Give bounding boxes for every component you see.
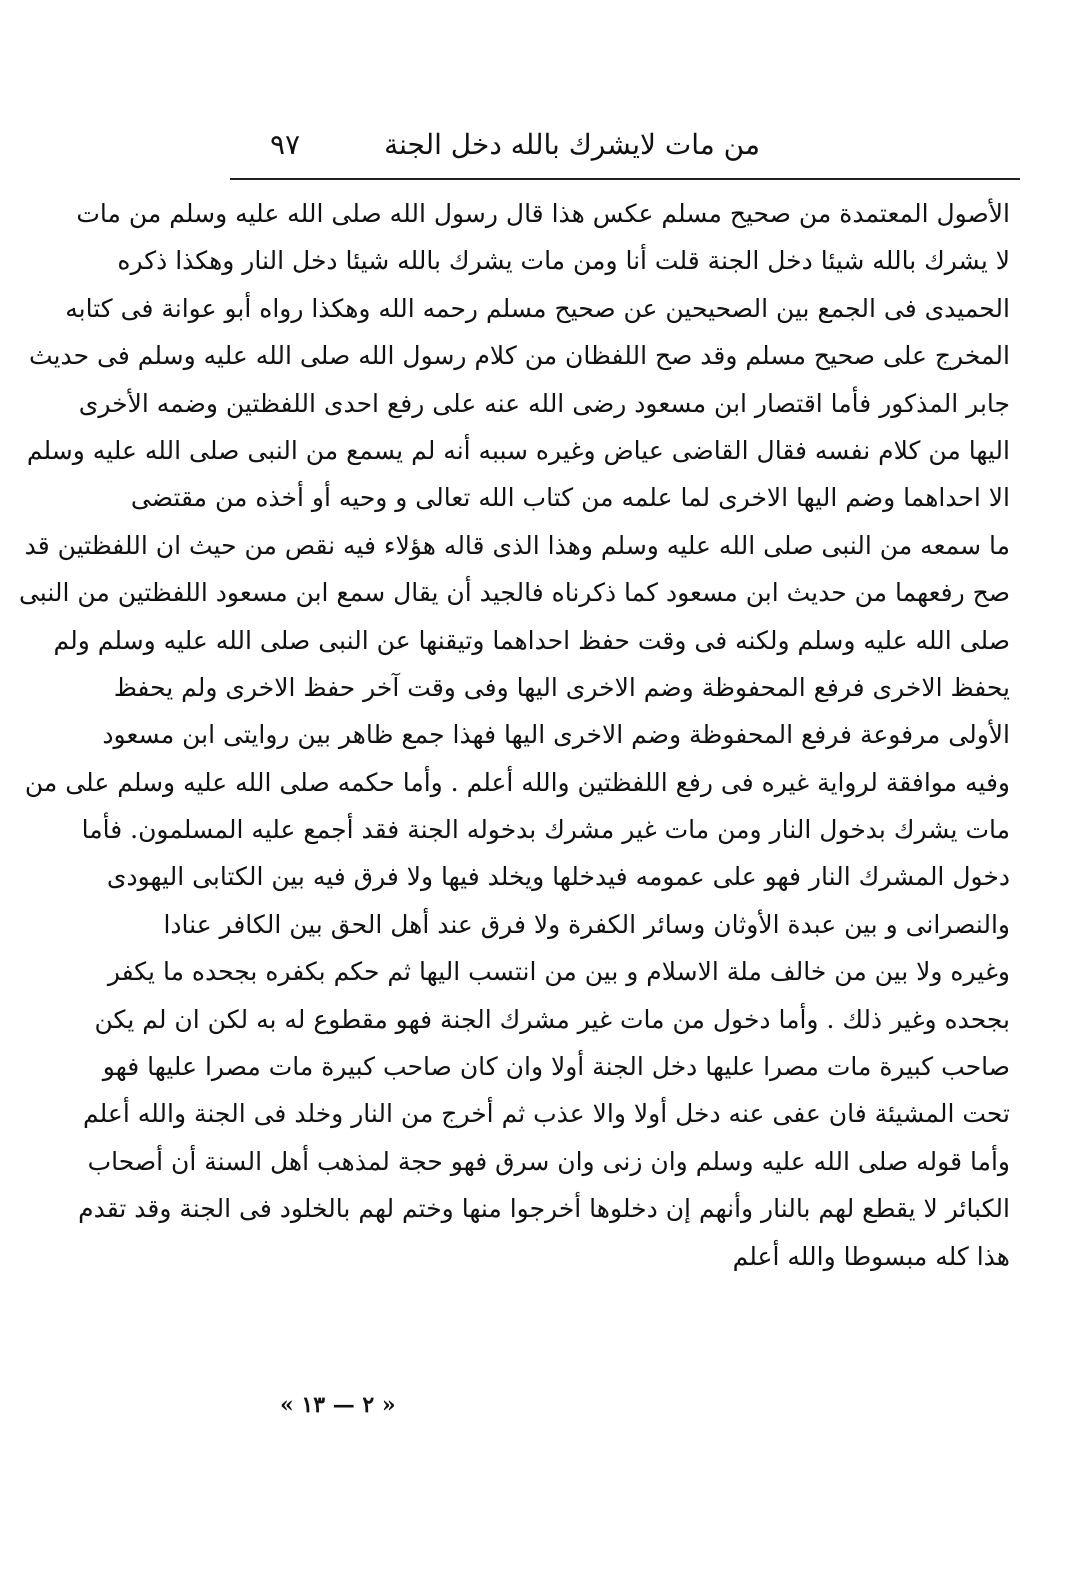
text-line: والنصرانى و بين عبدة الأوثان وسائر الكفرة ولا فرق عند أهل الحق بين الكافر عنادا	[163, 909, 1010, 939]
text-line: هذا كله مبسوطا والله أعلم	[732, 1241, 1010, 1271]
text-line: وفيه موافقة لرواية غيره فى رفع اللفظتين والله أعلم . وأما حكمه صلى الله عليه وسلم على من	[24, 767, 1010, 797]
text-line: يحفظ الاخرى فرفع المحفوظة وضم الاخرى اليها وفى وقت آخر حفظ الاخرى ولم يحفظ	[113, 672, 1010, 702]
text-line: الا احداهما وضم اليها الاخرى لما علمه من كتاب الله تعالى و وحيه أو أخذه من مقتضى	[130, 483, 1010, 513]
header-rule	[230, 178, 1020, 180]
page-header	[240, 120, 1010, 170]
text-line: ما سمعه من النبى صلى الله عليه وسلم وهذا الذى قاله هؤلاء فيه نقص من حيث ان اللفظتين قد	[24, 530, 1010, 560]
text-line: وأما قوله صلى الله عليه وسلم وان زنى وان سرق فهو حجة لمذهب أهل السنة أن أصحاب	[87, 1146, 1010, 1176]
text-line: الحميدى فى الجمع بين الصحيحين عن صحيح مسلم رحمه الله وهكذا رواه أبو عوانة فى كتابه	[65, 293, 1010, 323]
page-number: ٩٧	[270, 128, 301, 161]
running-title: من مات لايشرك بالله دخل الجنة	[384, 128, 760, 161]
text-line: وغيره ولا بين من خالف ملة الاسلام و بين من انتسب اليها ثم حكم بكفره بجحده ما يكفر	[107, 957, 1010, 987]
text-line: بجحده وغير ذلك . وأما دخول من مات غير مشرك الجنة فهو مقطوع له به لكن ان لم يكن	[94, 1004, 1010, 1034]
text-line: مات يشرك بدخول النار ومن مات غير مشرك بدخوله الجنة فقد أجمع عليه المسلمون. فأما	[81, 815, 1010, 845]
text-line: اليها من كلام نفسه فقال القاضى عياض وغيره سببه أنه لم يسمع من النبى صلى الله عليه وسلم	[26, 435, 1010, 465]
text-line: تحت المشيئة فان عفى عنه دخل أولا والا عذب ثم أخرج من النار وخلد فى الجنة والله أعلم	[83, 1099, 1010, 1129]
text-line: دخول المشرك النار فهو على عمومه فيدخلها ويخلد فيها ولا فرق فيه بين الكتابى اليهودى	[106, 862, 1010, 892]
signature-mark: « ٢ — ١٣ »	[280, 1392, 396, 1418]
text-line: صاحب كبيرة مات مصرا عليها دخل الجنة أولا وان كان صاحب كبيرة مات مصرا عليها فهو	[102, 1052, 1010, 1082]
text-line: الكبائر لا يقطع لهم بالنار وأنهم إن دخلوها أخرجوا منها وختم لهم بالخلود فى الجنة وقد تقدم	[78, 1194, 1010, 1224]
text-line: الأولى مرفوعة فرفع المحفوظة وضم الاخرى اليها فهذا جمع ظاهر بين روايتى ابن مسعود	[102, 720, 1010, 750]
text-line: صلى الله عليه وسلم ولكنه فى وقت حفظ احداهما وتيقنها عن النبى صلى الله عليه وسلم ولم	[53, 625, 1010, 655]
text-line: صح رفعهما من حديث ابن مسعود كما ذكرناه فالجيد أن يقال سمع ابن مسعود اللفظتين من النبى	[18, 578, 1010, 608]
text-line: لا يشرك بالله شيئا دخل الجنة قلت أنا ومن مات يشرك بالله شيئا دخل النار وهكذا ذكره	[117, 246, 1010, 276]
text-line: المخرج على صحيح مسلم وقد صح اللفظان من كلام رسول الله صلى الله عليه وسلم فى حديث	[29, 341, 1010, 371]
body-text	[18, 190, 1010, 1280]
text-line: جابر المذكور فأما اقتصار ابن مسعود رضى الله عنه على رفع احدى اللفظتين وضمه الأخرى	[78, 388, 1010, 418]
text-line: الأصول المعتمدة من صحيح مسلم عكس هذا قال رسول الله صلى الله عليه وسلم من مات	[76, 199, 1010, 228]
